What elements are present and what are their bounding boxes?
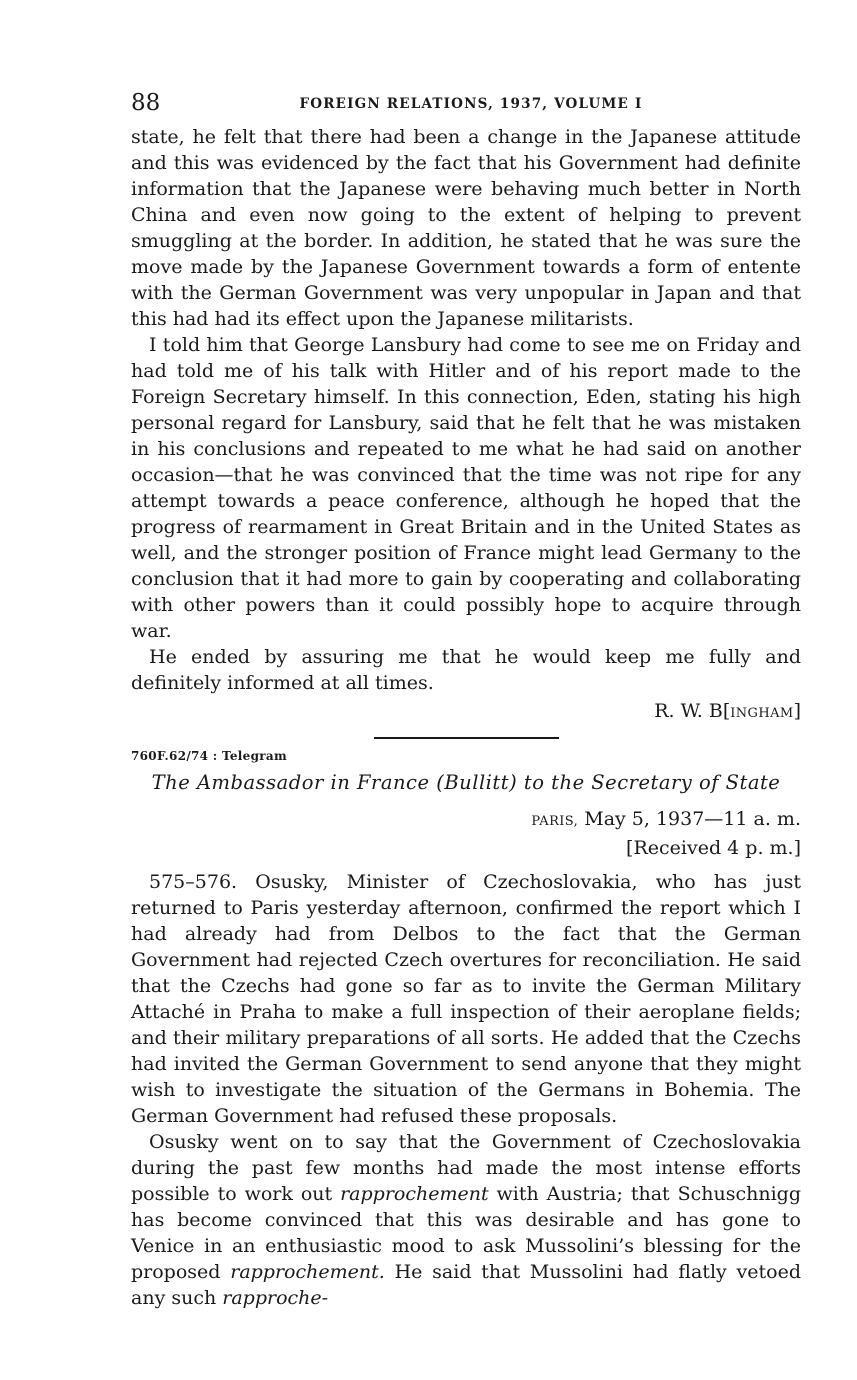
emphasis: rapprochement. — [230, 1261, 385, 1283]
paragraph: 575–576. Osusky, Minister of Czechoslovakia, who has just returned to Paris yesterday afternoon, confirmed the report which I had already had from Delbos to the fact that the German Government had rejected Czech overtures for reconciliation. He said that the Czechs had gone so far as to invite the German Military Attaché in Praha to make a full inspection of their aeroplane fields; and their military preparations of all sorts. He added that the Czechs had invited the German Government to send anyone that they might wish to investigate the situation of the Germans in Bohemia. The German Government had refused these proposals. — [131, 871, 801, 1127]
file-reference: 760F.62/74 : Telegram — [131, 749, 287, 763]
emphasis: rapprochement — [340, 1183, 489, 1205]
text-run: He said that Mussolini had flatly vetoed any such — [131, 1261, 801, 1309]
text-run: Osusky went on to say that the Government of Czechoslovakia during the past few months had made the most intense efforts possible to work out — [131, 1131, 801, 1205]
body-section-1 — [131, 124, 801, 696]
body-section-2 — [131, 869, 801, 1311]
dateline-place: PARIS, — [531, 814, 579, 829]
signature-smallcaps: INGHAM — [730, 706, 794, 721]
paragraph: state, he felt that there had been a change in the Japanese attitude and this was evidenced by the fact that his Government had definite information that the Japanese were behaving much better in North China and even now going to the extent of helping to prevent smuggling at the border. In addition, he stated that he was sure the move made by the Japanese Government towards a form of entente with the German Government was very unpopular in Japan and that this had had its effect upon the Japanese militarists. — [131, 126, 801, 330]
running-title: FOREIGN RELATIONS, 1937, VOLUME I — [299, 96, 643, 112]
dateline — [131, 806, 801, 835]
page-header — [131, 90, 801, 124]
emphasis: rapproche- — [222, 1287, 329, 1309]
page-number: 88 — [131, 90, 161, 116]
dateline-date: May 5, 1937—11 a. m. — [584, 808, 801, 830]
paragraph: I told him that George Lansbury had come to see me on Friday and had told me of his talk with Hitler and of his report made to the Foreign Secretary himself. In this connection, Eden, stating his high personal regard for Lansbury, said that he felt that he was mistaken in his conclusions and repeated to me what he had said on another occasion—that he was convinced that the time was not ripe for any attempt towards a peace conference, although he hoped that the progress of rearmament in Great Britain and in the United States as well, and the stronger position of France might lead Germany to the conclusion that it had more to gain by cooperating and collaborating with other powers than it could possibly hope to acquire through war. — [131, 334, 801, 642]
signature — [131, 698, 801, 727]
paragraph — [131, 1129, 801, 1311]
text-run: with Austria; that Schuschnigg has become convinced that this was desirable and has gone to Venice in an enthusiastic mood to ask Mussolini’s blessing for the proposed — [131, 1183, 801, 1283]
received-line: [Received 4 p. m.] — [626, 837, 801, 859]
document-title: The Ambassador in France (Bullitt) to the Secretary of State — [151, 771, 781, 794]
page — [131, 90, 801, 1311]
paragraph: He ended by assuring me that he would keep me fully and definitely informed at all times. — [131, 646, 801, 694]
section-divider — [374, 737, 559, 739]
signature-prefix: R. W. B[ — [654, 700, 731, 722]
signature-suffix: ] — [793, 700, 801, 722]
